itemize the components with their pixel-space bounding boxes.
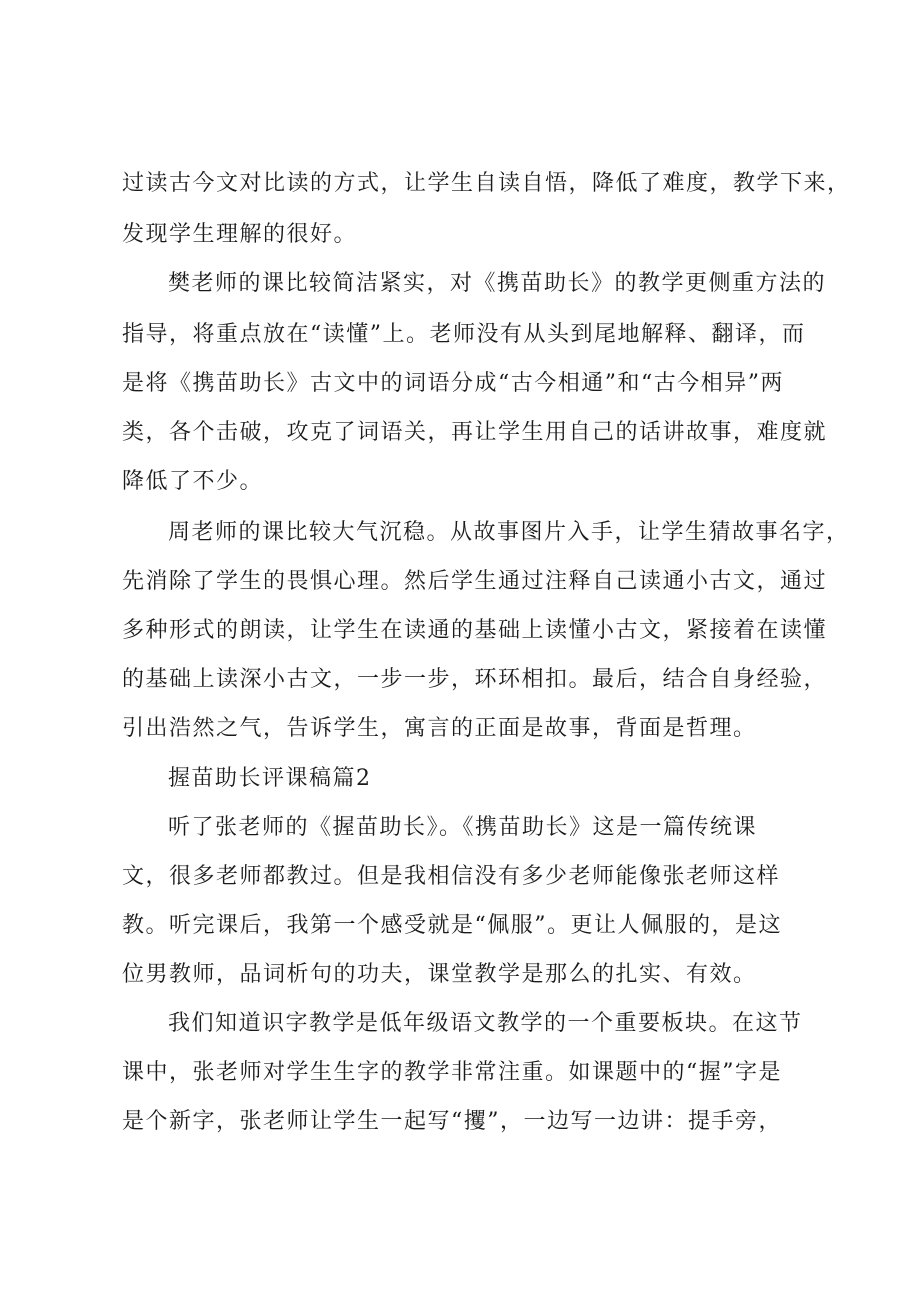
paragraph-line: 樊老师的课比较简洁紧实，对《携苗助长》的教学更侧重方法的 bbox=[168, 271, 827, 296]
paragraph-line: 是将《携苗助长》古文中的词语分成“古今相通”和“古今相异”两 bbox=[122, 371, 784, 396]
section-heading: 握苗助长评课稿篇2 bbox=[168, 766, 372, 791]
paragraph-line: 听了张老师的《握苗助长》。《携苗助长》这是一篇传统课 bbox=[168, 815, 758, 840]
paragraph-line: 文，很多老师都教过。但是我相信没有多少老师能像张老师这样 bbox=[122, 864, 781, 889]
paragraph-line: 课中，张老师对学生生字的教学非常注重。如课题中的“握”字是 bbox=[122, 1060, 782, 1085]
paragraph-line: 先消除了学生的畏惧心理。然后学生通过注释自己读通小古文，通过 bbox=[122, 569, 828, 594]
paragraph-line: 的基础上读深小古文，一步一步，环环相扣。最后，结合自身经验， bbox=[122, 667, 828, 692]
paragraph-line: 周老师的课比较大气沉稳。从故事图片入手，让学生猜故事名字， bbox=[168, 520, 850, 545]
paragraph-line: 引出浩然之气，告诉学生，寓言的正面是故事，背面是哲理。 bbox=[122, 716, 757, 741]
paragraph-line: 类，各个击破，攻克了词语关，再让学生用自己的话讲故事，难度就 bbox=[122, 420, 828, 445]
paragraph-line: 我们知道识字教学是低年级语文教学的一个重要板块。在这节 bbox=[168, 1011, 803, 1036]
paragraph-line: 教。听完课后，我第一个感受就是“佩服”。更让人佩服的，是这 bbox=[122, 913, 782, 938]
paragraph-line: 位男教师，品词析句的功夫，课堂教学是那么的扎实、有效。 bbox=[122, 962, 757, 987]
paragraph-line: 降低了不少。 bbox=[122, 469, 264, 494]
paragraph-line: 指导，将重点放在“读懂”上。老师没有从头到尾地解释、翻译，而 bbox=[122, 322, 806, 347]
paragraph-line: 多种形式的朗读，让学生在读通的基础上读懂小古文，紧接着在读懂 bbox=[122, 618, 828, 643]
paragraph-line: 是个新字，张老师让学生一起写“攫”，一边写一边讲：提手旁， bbox=[122, 1109, 782, 1134]
paragraph-line: 发现学生理解的很好。 bbox=[122, 222, 358, 247]
paragraph-line: 过读古今文对比读的方式，让学生自读自悟，降低了难度，教学下来， bbox=[122, 171, 851, 196]
